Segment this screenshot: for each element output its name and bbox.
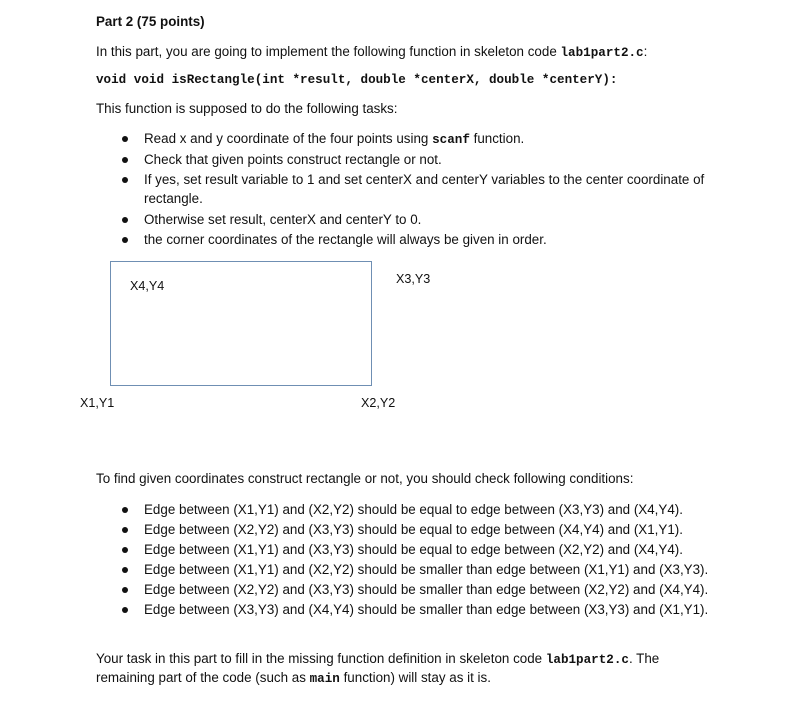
condition-item: Edge between (X3,Y3) and (X4,Y4) should be smaller than edge between (X3,Y3) and (X1,Y1). <box>96 600 756 620</box>
bullet-icon <box>122 547 128 553</box>
bullet-icon <box>122 507 128 513</box>
bullet-icon <box>122 607 128 613</box>
task-item: Check that given points construct rectangle or not. <box>96 150 756 170</box>
bullet-icon <box>122 527 128 533</box>
task-item-continuation: rectangle. <box>144 191 203 206</box>
task-item: Otherwise set result, centerX and centerY to 0. <box>96 210 756 230</box>
closing-line-1: Your task in this part to fill in the missing function definition in skeleton code lab1part2.c. The <box>96 651 660 667</box>
intro-colon: : <box>643 44 648 59</box>
bullet-icon <box>122 217 128 223</box>
task-item: If yes, set result variable to 1 and set centerX and centerY variables to the center coordinate of <box>96 170 756 190</box>
tasks-intro: This function is supposed to do the following tasks: <box>96 101 398 116</box>
scanf-code: scanf <box>432 133 470 147</box>
condition-item: Edge between (X2,Y2) and (X3,Y3) should be equal to edge between (X4,Y4) and (X1,Y1). <box>96 520 756 540</box>
intro-filename: lab1part2.c <box>560 46 644 60</box>
conditions-intro: To find given coordinates construct rectangle or not, you should check following conditions: <box>96 471 634 486</box>
corner-label-4: X4,Y4 <box>130 279 165 293</box>
closing-filename: lab1part2.c <box>545 653 629 667</box>
closing-line-2: remaining part of the code (such as main function) will stay as it is. <box>96 670 491 686</box>
condition-item: Edge between (X1,Y1) and (X2,Y2) should be equal to edge between (X3,Y3) and (X4,Y4). <box>96 500 756 520</box>
condition-item: Edge between (X1,Y1) and (X3,Y3) should be equal to edge between (X2,Y2) and (X4,Y4). <box>96 540 756 560</box>
corner-label-3: X3,Y3 <box>396 272 431 286</box>
function-signature: void void isRectangle(int *result, double *centerX, double *centerY): <box>96 73 618 87</box>
part-heading: Part 2 (75 points) <box>96 14 205 29</box>
intro-text: In this part, you are going to implement the following function in skeleton code <box>96 44 561 59</box>
corner-label-2: X2,Y2 <box>361 396 396 410</box>
task-list <box>96 129 756 250</box>
bullet-icon <box>122 587 128 593</box>
bullet-icon <box>122 237 128 243</box>
intro-paragraph <box>96 44 647 60</box>
main-code: main <box>309 672 340 686</box>
bullet-icon <box>122 177 128 183</box>
condition-item: Edge between (X1,Y1) and (X2,Y2) should be smaller than edge between (X1,Y1) and (X3,Y3). <box>96 560 756 580</box>
bullet-icon <box>122 136 128 142</box>
task-item: Read x and y coordinate of the four points using scanf function. <box>96 129 756 150</box>
bullet-icon <box>122 157 128 163</box>
condition-item: Edge between (X2,Y2) and (X3,Y3) should be smaller than edge between (X2,Y2) and (X4,Y4). <box>96 580 756 600</box>
bullet-icon <box>122 567 128 573</box>
condition-list <box>96 500 756 620</box>
corner-label-1: X1,Y1 <box>80 396 115 410</box>
task-item: the corner coordinates of the rectangle will always be given in order. <box>96 230 756 250</box>
